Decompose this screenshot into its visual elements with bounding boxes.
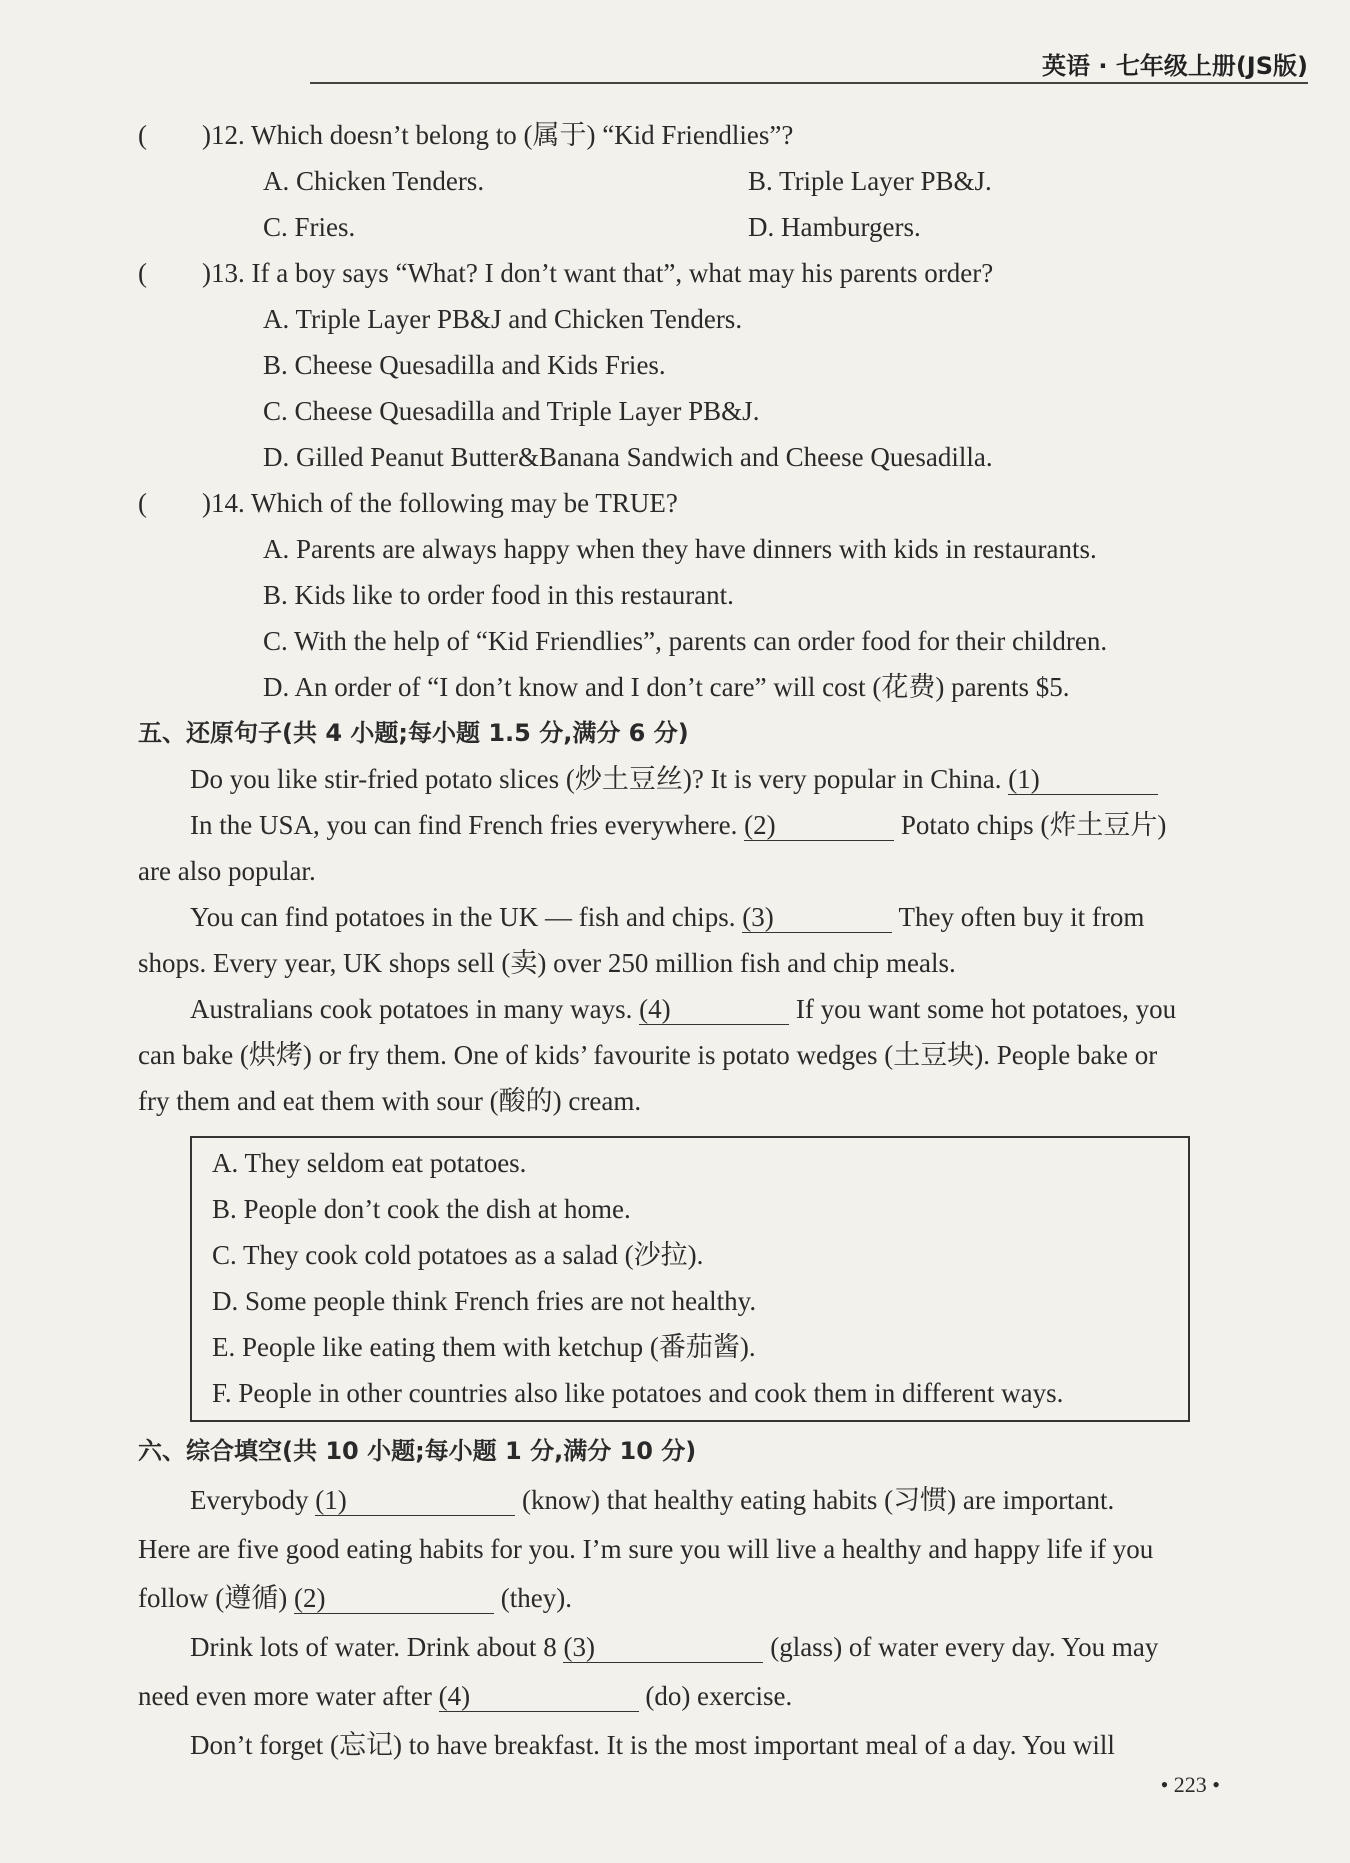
section5-title: 五、还原句子(共 4 小题;每小题 1.5 分,满分 6 分) (138, 719, 689, 747)
section5-p3-text-c: shops. Every year, UK shops sell (卖) over 250 million fish and chip meals. (138, 948, 956, 978)
section6-l1-text-a: Everybody (190, 1485, 309, 1515)
section6-line-4 (190, 1630, 1158, 1664)
section5-blank-1[interactable]: (1) (1008, 764, 1158, 795)
section5-p3-text-a: You can find potatoes in the UK — fish and chips. (190, 902, 736, 932)
section5-p4-text-a: Australians cook potatoes in many ways. (190, 994, 633, 1024)
q13-option-c: C. Cheese Quesadilla and Triple Layer PB&J. (263, 396, 760, 426)
q13-option-a: A. Triple Layer PB&J and Chicken Tenders. (263, 304, 743, 334)
section6-line-2: Here are five good eating habits for you. I’m sure you will live a healthy and happy life if you (138, 1534, 1154, 1564)
section5-p1-text: Do you like stir-fried potato slices (炒土豆丝)? It is very popular in China. (190, 764, 1002, 794)
section6-line-5 (138, 1679, 792, 1713)
page-number: • 223 • (1160, 1772, 1220, 1797)
section5-p4-text-c: can bake (烘烤) or fry them. One of kids’ favourite is potato wedges (土豆块). People bake or (138, 1040, 1158, 1070)
section6-l4-text-a: Drink lots of water. Drink about 8 (190, 1632, 557, 1662)
q14-option-b: B. Kids like to order food in this restaurant. (263, 580, 734, 610)
section5-p4-text-b: If you want some hot potatoes, you (795, 994, 1177, 1024)
section6-l5-text-b: (do) exercise. (645, 1681, 793, 1711)
section5-paragraph-4 (190, 992, 1176, 1026)
section5-blank-4[interactable]: (4) (639, 994, 789, 1025)
section5-option-e: E. People like eating them with ketchup (番茄酱). (212, 1332, 756, 1362)
section6-blank-3[interactable]: (3) (563, 1632, 763, 1663)
section5-paragraph-2 (190, 808, 1166, 842)
section5-option-c: C. They cook cold potatoes as a salad (沙拉). (212, 1240, 704, 1270)
section6-blank-1[interactable]: (1) (315, 1485, 515, 1516)
section6-l3-text-b: (they). (500, 1583, 572, 1613)
section6-l4-text-b: (glass) of water every day. You may (770, 1632, 1159, 1662)
q12-stem: )12. Which doesn’t belong to (属于) “Kid Friendlies”? (202, 120, 794, 150)
section6-l5-text-a: need even more water after (138, 1681, 432, 1711)
q14-option-a: A. Parents are always happy when they have dinners with kids in restaurants. (263, 534, 1097, 564)
q12-option-a: A. Chicken Tenders. (263, 166, 485, 196)
header-title: 英语 · 七年级上册(JS版) (1042, 52, 1308, 80)
section5-option-a: A. They seldom eat potatoes. (212, 1148, 527, 1178)
section6-line-1 (190, 1483, 1114, 1517)
q14-answer-paren: ( (138, 488, 147, 518)
q12-option-d: D. Hamburgers. (748, 212, 921, 242)
q12-answer-paren: ( (138, 120, 147, 150)
header-rule (310, 82, 1308, 84)
section5-p2-text-a: In the USA, you can find French fries everywhere. (190, 810, 738, 840)
section5-paragraph-3 (190, 900, 1144, 934)
q13-option-b: B. Cheese Quesadilla and Kids Fries. (263, 350, 666, 380)
section5-blank-2[interactable]: (2) (744, 810, 894, 841)
section5-option-b: B. People don’t cook the dish at home. (212, 1194, 631, 1224)
section6-title: 六、综合填空(共 10 小题;每小题 1 分,满分 10 分) (138, 1437, 697, 1465)
section6-l3-text-a: follow (遵循) (138, 1583, 288, 1613)
section5-p3-text-b: They often buy it from (898, 902, 1145, 932)
section5-p2-text-b: Potato chips (炸土豆片) (900, 810, 1167, 840)
section6-line-6: Don’t forget (忘记) to have breakfast. It is the most important meal of a day. You will (190, 1730, 1115, 1760)
section5-paragraph-1 (190, 762, 1158, 796)
q13-answer-paren: ( (138, 258, 147, 288)
section5-option-f: F. People in other countries also like potatoes and cook them in different ways. (212, 1378, 1064, 1408)
section5-p2-text-c: are also popular. (138, 856, 316, 886)
q13-option-d: D. Gilled Peanut Butter&Banana Sandwich and Cheese Quesadilla. (263, 442, 993, 472)
q14-option-c: C. With the help of “Kid Friendlies”, parents can order food for their children. (263, 626, 1108, 656)
q14-option-d: D. An order of “I don’t know and I don’t care” will cost (花费) parents $5. (263, 672, 1070, 702)
q12-option-c: C. Fries. (263, 212, 356, 242)
section6-blank-4[interactable]: (4) (439, 1681, 639, 1712)
q12-option-b: B. Triple Layer PB&J. (748, 166, 992, 196)
section6-blank-2[interactable]: (2) (294, 1583, 494, 1614)
section6-line-3 (138, 1581, 572, 1615)
section5-p4-text-d: fry them and eat them with sour (酸的) cream. (138, 1086, 642, 1116)
section5-blank-3[interactable]: (3) (742, 902, 892, 933)
q13-stem: )13. If a boy says “What? I don’t want that”, what may his parents order? (202, 258, 994, 288)
q14-stem: )14. Which of the following may be TRUE? (202, 488, 678, 518)
section6-l1-text-b: (know) that healthy eating habits (习惯) are important. (521, 1485, 1115, 1515)
section5-option-d: D. Some people think French fries are not healthy. (212, 1286, 757, 1316)
